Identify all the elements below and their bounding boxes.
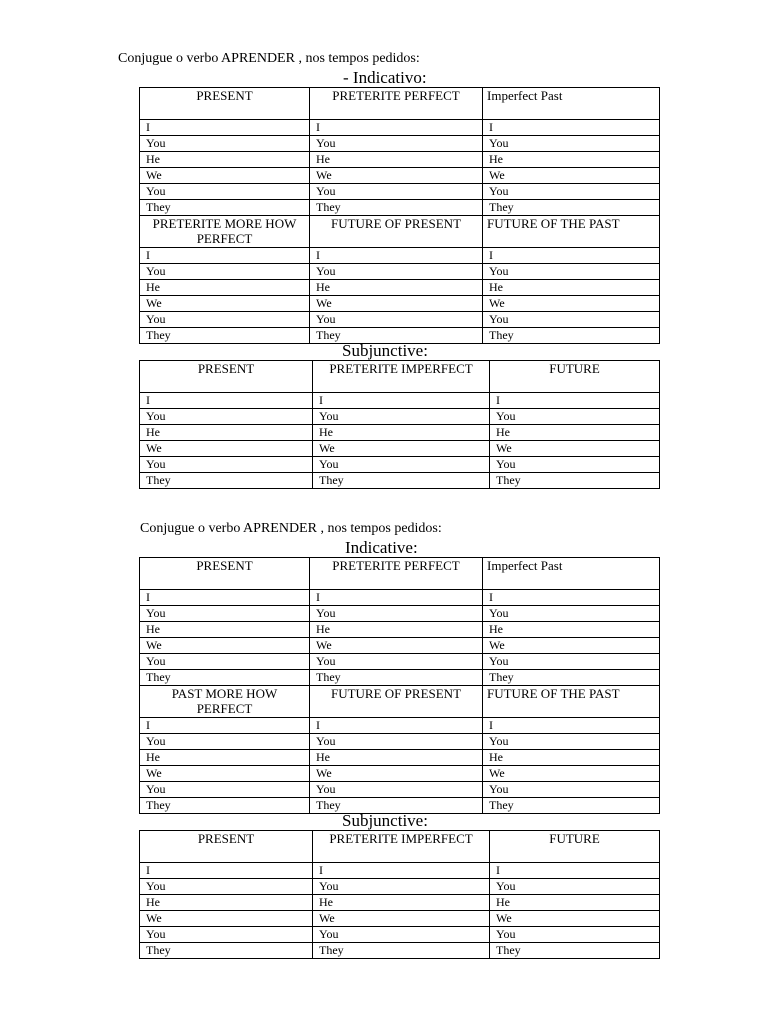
pronoun-cell: They: [310, 798, 483, 814]
pronoun-cell: They: [490, 473, 660, 489]
column-header: FUTURE OF PRESENT: [310, 686, 483, 718]
pronoun-cell: You: [490, 457, 660, 473]
pronoun-cell: We: [140, 766, 310, 782]
pronoun-cell: You: [490, 879, 660, 895]
header-row: [140, 686, 660, 718]
pronoun-cell: You: [140, 879, 313, 895]
column-header: PRETERITE PERFECT: [310, 88, 483, 120]
pronoun-cell: We: [313, 441, 490, 457]
table-row: [140, 168, 660, 184]
table-row: [140, 606, 660, 622]
instruction-text: Conjugue o verbo APRENDER , nos tempos pedidos:: [140, 521, 442, 536]
pronoun-cell: You: [140, 409, 313, 425]
pronoun-cell: They: [483, 200, 660, 216]
table-row: [140, 863, 660, 879]
table-row: [140, 943, 660, 959]
pronoun-cell: We: [490, 911, 660, 927]
table-row: [140, 782, 660, 798]
column-header: Imperfect Past: [483, 88, 660, 120]
pronoun-cell: I: [140, 590, 310, 606]
pronoun-cell: I: [483, 120, 660, 136]
pronoun-cell: We: [140, 911, 313, 927]
pronoun-cell: You: [140, 264, 310, 280]
pronoun-cell: We: [140, 638, 310, 654]
column-header: PRETERITE IMPERFECT: [313, 361, 490, 393]
pronoun-cell: I: [310, 248, 483, 264]
pronoun-cell: They: [140, 670, 310, 686]
pronoun-cell: You: [483, 654, 660, 670]
table-row: [140, 280, 660, 296]
column-header: FUTURE OF THE PAST: [483, 216, 660, 248]
pronoun-cell: He: [140, 425, 313, 441]
pronoun-cell: They: [140, 798, 310, 814]
pronoun-cell: I: [310, 718, 483, 734]
column-header: PRETERITE IMPERFECT: [313, 831, 490, 863]
pronoun-cell: They: [483, 328, 660, 344]
header-row: [140, 558, 660, 590]
indicative-table: [139, 87, 660, 344]
pronoun-cell: I: [140, 393, 313, 409]
pronoun-cell: He: [140, 750, 310, 766]
pronoun-cell: You: [310, 654, 483, 670]
pronoun-cell: I: [140, 718, 310, 734]
pronoun-cell: We: [490, 441, 660, 457]
table-row: [140, 718, 660, 734]
column-header: PRESENT: [140, 361, 313, 393]
pronoun-cell: You: [310, 606, 483, 622]
header-row: [140, 831, 660, 863]
pronoun-cell: He: [140, 152, 310, 168]
pronoun-cell: We: [483, 638, 660, 654]
column-header: PRESENT: [140, 558, 310, 590]
pronoun-cell: You: [490, 927, 660, 943]
pronoun-cell: He: [483, 750, 660, 766]
pronoun-cell: You: [483, 184, 660, 200]
pronoun-cell: You: [140, 457, 313, 473]
pronoun-cell: He: [490, 895, 660, 911]
pronoun-cell: You: [313, 879, 490, 895]
column-header: FUTURE OF THE PAST: [483, 686, 660, 718]
table-row: [140, 590, 660, 606]
table-row: [140, 879, 660, 895]
pronoun-cell: You: [310, 264, 483, 280]
pronoun-cell: You: [140, 734, 310, 750]
header-row: [140, 361, 660, 393]
column-header: FUTURE OF PRESENT: [310, 216, 483, 248]
pronoun-cell: We: [140, 296, 310, 312]
pronoun-cell: You: [310, 136, 483, 152]
table-row: [140, 409, 660, 425]
pronoun-cell: I: [140, 120, 310, 136]
table-row: [140, 734, 660, 750]
pronoun-cell: We: [483, 296, 660, 312]
pronoun-cell: You: [140, 606, 310, 622]
pronoun-cell: He: [313, 425, 490, 441]
pronoun-cell: We: [310, 296, 483, 312]
pronoun-cell: They: [310, 200, 483, 216]
pronoun-cell: You: [140, 312, 310, 328]
pronoun-cell: I: [140, 863, 313, 879]
pronoun-cell: He: [483, 622, 660, 638]
column-header: PRESENT: [140, 831, 313, 863]
pronoun-cell: They: [313, 473, 490, 489]
column-header: PAST MORE HOW PERFECT: [140, 686, 310, 718]
pronoun-cell: He: [140, 280, 310, 296]
pronoun-cell: He: [313, 895, 490, 911]
table-row: [140, 136, 660, 152]
indicative-heading: - Indicativo:: [343, 68, 427, 87]
table-row: [140, 927, 660, 943]
pronoun-cell: They: [483, 798, 660, 814]
pronoun-cell: I: [490, 393, 660, 409]
table-row: [140, 264, 660, 280]
pronoun-cell: You: [483, 606, 660, 622]
column-header: PRETERITE PERFECT: [310, 558, 483, 590]
pronoun-cell: He: [140, 622, 310, 638]
column-header: FUTURE: [490, 361, 660, 393]
subjunctive-table: [139, 830, 660, 959]
pronoun-cell: We: [313, 911, 490, 927]
table-row: [140, 654, 660, 670]
pronoun-cell: He: [310, 750, 483, 766]
pronoun-cell: You: [483, 782, 660, 798]
table-row: [140, 393, 660, 409]
column-header: FUTURE: [490, 831, 660, 863]
pronoun-cell: You: [313, 409, 490, 425]
table-row: [140, 441, 660, 457]
pronoun-cell: You: [483, 734, 660, 750]
table-row: [140, 911, 660, 927]
column-header: PRESENT: [140, 88, 310, 120]
pronoun-cell: You: [483, 264, 660, 280]
pronoun-cell: You: [140, 136, 310, 152]
pronoun-cell: You: [140, 184, 310, 200]
pronoun-cell: We: [140, 441, 313, 457]
pronoun-cell: You: [483, 312, 660, 328]
column-header: PRETERITE MORE HOW PERFECT: [140, 216, 310, 248]
pronoun-cell: I: [313, 863, 490, 879]
pronoun-cell: They: [483, 670, 660, 686]
pronoun-cell: I: [313, 393, 490, 409]
table-row: [140, 312, 660, 328]
table-row: [140, 152, 660, 168]
pronoun-cell: They: [310, 670, 483, 686]
table-row: [140, 895, 660, 911]
table-row: [140, 750, 660, 766]
table-row: [140, 184, 660, 200]
pronoun-cell: We: [483, 766, 660, 782]
pronoun-cell: They: [140, 943, 313, 959]
header-row: [140, 88, 660, 120]
table-row: [140, 473, 660, 489]
subjunctive-heading: Subjunctive:: [342, 811, 428, 830]
pronoun-cell: You: [483, 136, 660, 152]
table-row: [140, 670, 660, 686]
pronoun-cell: I: [310, 120, 483, 136]
pronoun-cell: You: [310, 312, 483, 328]
pronoun-cell: I: [490, 863, 660, 879]
pronoun-cell: He: [490, 425, 660, 441]
pronoun-cell: They: [140, 473, 313, 489]
column-header: Imperfect Past: [483, 558, 660, 590]
table-row: [140, 425, 660, 441]
indicative-heading: Indicative:: [345, 538, 418, 557]
pronoun-cell: He: [310, 280, 483, 296]
table-row: [140, 457, 660, 473]
pronoun-cell: I: [140, 248, 310, 264]
pronoun-cell: We: [483, 168, 660, 184]
pronoun-cell: They: [140, 328, 310, 344]
pronoun-cell: I: [483, 590, 660, 606]
table-row: [140, 296, 660, 312]
pronoun-cell: He: [310, 152, 483, 168]
pronoun-cell: They: [140, 200, 310, 216]
pronoun-cell: They: [490, 943, 660, 959]
instruction-text: Conjugue o verbo APRENDER , nos tempos pedidos:: [118, 51, 420, 66]
subjunctive-heading: Subjunctive:: [342, 341, 428, 360]
pronoun-cell: He: [483, 152, 660, 168]
table-row: [140, 200, 660, 216]
pronoun-cell: He: [310, 622, 483, 638]
table-row: [140, 622, 660, 638]
subjunctive-table: [139, 360, 660, 489]
header-row: [140, 216, 660, 248]
pronoun-cell: I: [483, 718, 660, 734]
pronoun-cell: You: [140, 654, 310, 670]
table-row: [140, 638, 660, 654]
pronoun-cell: I: [483, 248, 660, 264]
pronoun-cell: He: [140, 895, 313, 911]
pronoun-cell: You: [310, 734, 483, 750]
pronoun-cell: You: [313, 927, 490, 943]
pronoun-cell: They: [313, 943, 490, 959]
indicative-table: [139, 557, 660, 814]
pronoun-cell: I: [310, 590, 483, 606]
table-row: [140, 120, 660, 136]
pronoun-cell: You: [140, 782, 310, 798]
pronoun-cell: We: [310, 766, 483, 782]
pronoun-cell: You: [490, 409, 660, 425]
pronoun-cell: We: [310, 168, 483, 184]
pronoun-cell: He: [483, 280, 660, 296]
pronoun-cell: You: [140, 927, 313, 943]
table-row: [140, 766, 660, 782]
pronoun-cell: You: [310, 782, 483, 798]
pronoun-cell: We: [140, 168, 310, 184]
pronoun-cell: We: [310, 638, 483, 654]
pronoun-cell: They: [310, 328, 483, 344]
pronoun-cell: You: [310, 184, 483, 200]
pronoun-cell: You: [313, 457, 490, 473]
table-row: [140, 248, 660, 264]
